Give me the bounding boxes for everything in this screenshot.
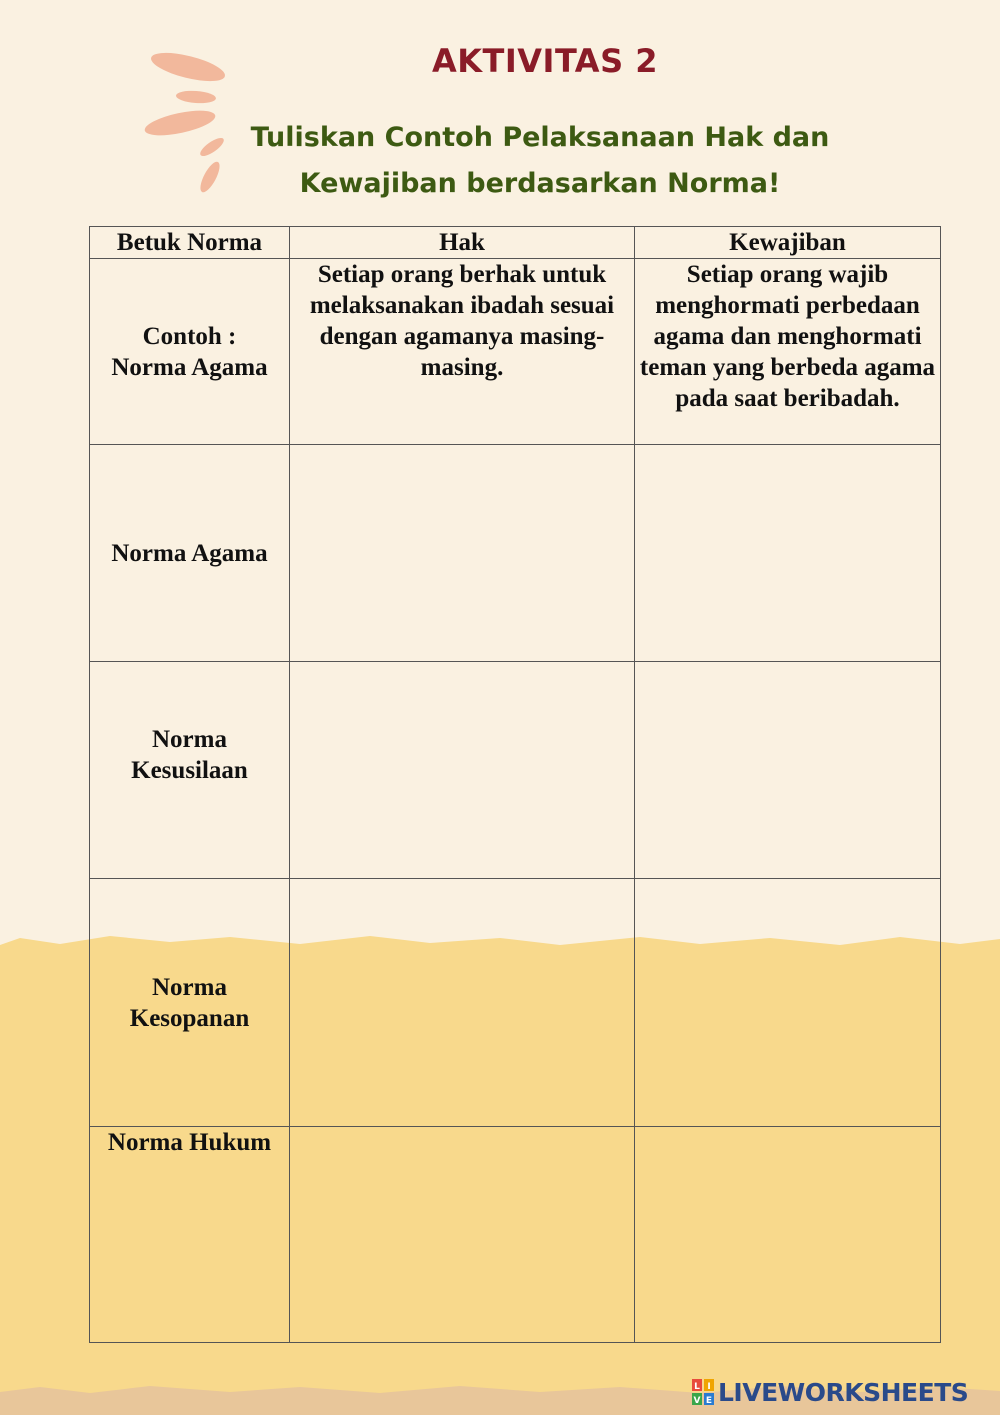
norma-kesopanan-hak-cell[interactable]: [290, 879, 635, 1127]
norma-agama-line-1: Norma Agama: [111, 539, 268, 567]
table-row-example: [90, 259, 941, 445]
example-norma-line-1: Contoh :: [142, 322, 237, 350]
logo-letter-i: I: [707, 1382, 711, 1392]
norma-kesusilaan-label: [90, 662, 290, 879]
subtitle-line-2: Kewajiban berdasarkan Norma!: [299, 168, 781, 199]
norma-kesopanan-label: [90, 879, 290, 1127]
norma-hukum-label: [90, 1127, 290, 1343]
page-subtitle: [190, 115, 890, 207]
table-row-norma-kesusilaan: [90, 662, 941, 879]
norma-kesusilaan-kewajiban-cell[interactable]: [635, 662, 941, 879]
norma-hukum-line-1: Norma Hukum: [107, 1129, 272, 1156]
liveworksheets-logo-icon: [692, 1379, 714, 1405]
norma-agama-kewajiban-cell[interactable]: [635, 445, 941, 662]
norma-kesopanan-line-2: Kesopanan: [129, 1004, 250, 1032]
logo-letter-v: V: [693, 1396, 701, 1405]
norma-kesopanan-kewajiban-cell[interactable]: [635, 879, 941, 1127]
header-hak: Hak: [290, 227, 635, 259]
norma-agama-label: [90, 445, 290, 662]
liveworksheets-brand[interactable]: [692, 1375, 968, 1409]
table-header-row: [90, 227, 941, 259]
table-row-norma-kesopanan: [90, 879, 941, 1127]
subtitle-line-1: Tuliskan Contoh Pelaksanaan Hak dan: [250, 122, 830, 153]
example-norma-cell: [90, 259, 290, 445]
logo-letter-l: L: [694, 1382, 700, 1392]
norma-kesusilaan-line-1: Norma: [152, 726, 227, 753]
header-betuk-norma: Betuk Norma: [90, 227, 290, 259]
norma-hukum-hak-cell[interactable]: [290, 1127, 635, 1343]
example-kewajiban-cell: Setiap orang wajib menghormati perbedaan agama dan menghormati teman yang berbeda agama pada saat beribadah.: [635, 259, 941, 445]
norma-kesusilaan-hak-cell[interactable]: [290, 662, 635, 879]
norma-agama-hak-cell[interactable]: [290, 445, 635, 662]
page-title: AKTIVITAS 2: [431, 42, 659, 80]
table-row-norma-hukum: [90, 1127, 941, 1343]
example-norma-line-2: Norma Agama: [111, 353, 268, 381]
norma-kesopanan-line-1: Norma: [152, 973, 227, 1001]
norma-hukum-kewajiban-cell[interactable]: [635, 1127, 941, 1343]
example-hak-cell: Setiap orang berhak untuk melaksanakan ibadah sesuai dengan agamanya masing-masing.: [290, 259, 635, 445]
norma-kesusilaan-line-2: Kesusilaan: [131, 757, 248, 784]
header-kewajiban: Kewajiban: [635, 227, 941, 259]
norma-table: [89, 226, 941, 1343]
table-row-norma-agama: [90, 445, 941, 662]
brand-text: LIVEWORKSHEETS: [718, 1377, 969, 1407]
logo-letter-e: E: [705, 1396, 713, 1405]
